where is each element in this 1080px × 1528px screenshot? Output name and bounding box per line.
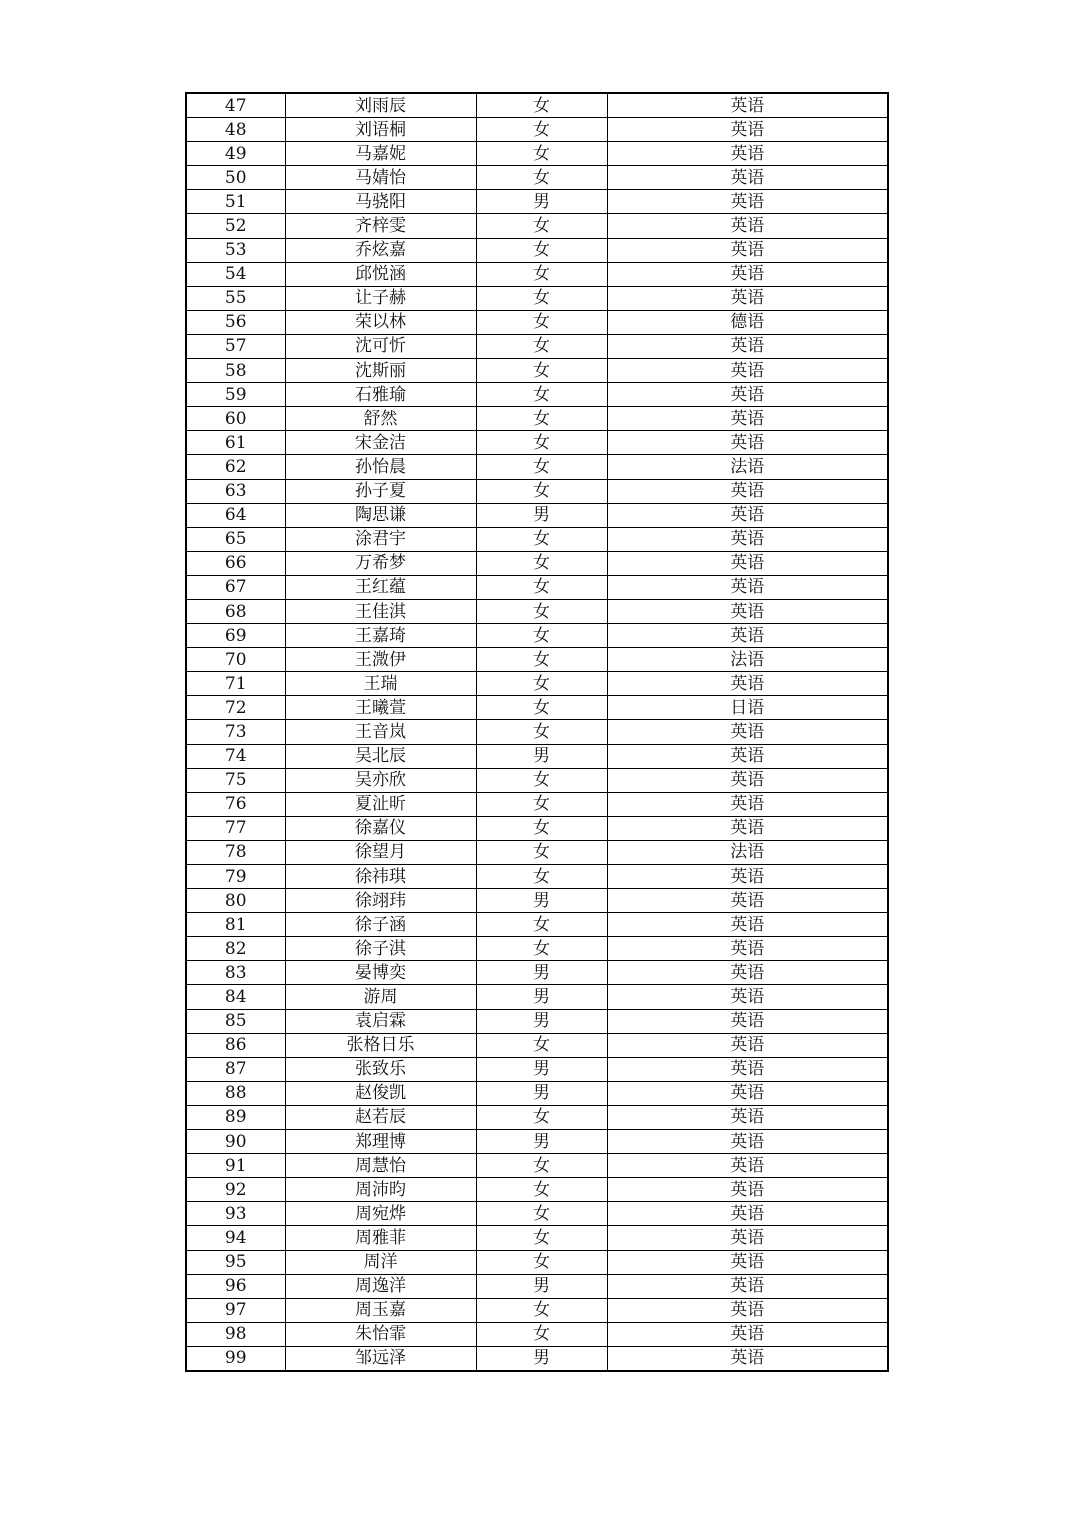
row-number-cell: 54 [186,262,285,286]
gender-cell: 女 [476,1154,607,1178]
language-cell: 英语 [607,624,888,648]
language-cell: 英语 [607,1298,888,1322]
table-row [186,1154,888,1178]
table-row [186,1130,888,1154]
language-cell: 英语 [607,865,888,889]
student-name-cell: 孙子夏 [285,479,476,503]
table-row [186,1346,888,1371]
row-number-cell: 73 [186,720,285,744]
gender-cell: 女 [476,166,607,190]
row-number-cell: 81 [186,913,285,937]
row-number-cell: 82 [186,937,285,961]
language-cell: 英语 [607,744,888,768]
language-cell: 英语 [607,1105,888,1129]
language-cell: 英语 [607,503,888,527]
gender-cell: 女 [476,142,607,166]
gender-cell: 女 [476,383,607,407]
table-row [186,672,888,696]
student-name-cell: 周宛烨 [285,1202,476,1226]
gender-cell: 女 [476,792,607,816]
language-cell: 英语 [607,913,888,937]
row-number-cell: 90 [186,1130,285,1154]
gender-cell: 女 [476,551,607,575]
table-row [186,1250,888,1274]
table-row [186,503,888,527]
row-number-cell: 76 [186,792,285,816]
student-name-cell: 涂君宇 [285,527,476,551]
language-cell: 英语 [607,383,888,407]
gender-cell: 男 [476,1274,607,1298]
student-name-cell: 陶思谦 [285,503,476,527]
language-cell: 英语 [607,166,888,190]
row-number-cell: 84 [186,985,285,1009]
gender-cell: 女 [476,1322,607,1346]
table-row [186,1298,888,1322]
language-cell: 英语 [607,238,888,262]
table-row [186,1033,888,1057]
language-cell: 英语 [607,672,888,696]
language-cell: 英语 [607,407,888,431]
row-number-cell: 87 [186,1057,285,1081]
gender-cell: 女 [476,865,607,889]
table-row [186,961,888,985]
student-name-cell: 宋金洁 [285,431,476,455]
student-table-body [186,93,888,1371]
table-row [186,913,888,937]
row-number-cell: 75 [186,768,285,792]
student-name-cell: 刘雨辰 [285,93,476,118]
student-name-cell: 万希梦 [285,551,476,575]
student-name-cell: 王红蕴 [285,575,476,599]
row-number-cell: 57 [186,334,285,358]
row-number-cell: 66 [186,551,285,575]
row-number-cell: 65 [186,527,285,551]
row-number-cell: 88 [186,1081,285,1105]
language-cell: 英语 [607,1346,888,1371]
gender-cell: 男 [476,1081,607,1105]
language-cell: 英语 [607,816,888,840]
language-cell: 英语 [607,1274,888,1298]
student-name-cell: 朱怡霏 [285,1322,476,1346]
student-name-cell: 王嘉琦 [285,624,476,648]
gender-cell: 女 [476,1105,607,1129]
gender-cell: 男 [476,1346,607,1371]
table-row [186,166,888,190]
gender-cell: 女 [476,624,607,648]
table-row [186,575,888,599]
gender-cell: 女 [476,816,607,840]
gender-cell: 女 [476,431,607,455]
gender-cell: 女 [476,648,607,672]
table-row [186,1105,888,1129]
gender-cell: 男 [476,1057,607,1081]
student-name-cell: 邱悦涵 [285,262,476,286]
row-number-cell: 50 [186,166,285,190]
gender-cell: 女 [476,118,607,142]
gender-cell: 女 [476,672,607,696]
gender-cell: 女 [476,1033,607,1057]
row-number-cell: 78 [186,840,285,864]
table-row [186,527,888,551]
language-cell: 英语 [607,1226,888,1250]
gender-cell: 男 [476,503,607,527]
gender-cell: 女 [476,238,607,262]
student-name-cell: 张致乐 [285,1057,476,1081]
table-row [186,648,888,672]
row-number-cell: 99 [186,1346,285,1371]
student-name-cell: 徐望月 [285,840,476,864]
language-cell: 日语 [607,696,888,720]
table-row [186,744,888,768]
language-cell: 英语 [607,1250,888,1274]
language-cell: 英语 [607,262,888,286]
row-number-cell: 95 [186,1250,285,1274]
table-row [186,1081,888,1105]
row-number-cell: 83 [186,961,285,985]
gender-cell: 女 [476,479,607,503]
language-cell: 英语 [607,1322,888,1346]
gender-cell: 女 [476,1178,607,1202]
student-name-cell: 吴亦欣 [285,768,476,792]
gender-cell: 女 [476,1298,607,1322]
student-name-cell: 徐子淇 [285,937,476,961]
language-cell: 英语 [607,527,888,551]
language-cell: 德语 [607,310,888,334]
gender-cell: 男 [476,744,607,768]
language-cell: 英语 [607,575,888,599]
table-row [186,1178,888,1202]
language-cell: 英语 [607,937,888,961]
row-number-cell: 59 [186,383,285,407]
student-name-cell: 邹远泽 [285,1346,476,1371]
row-number-cell: 67 [186,575,285,599]
student-name-cell: 夏沚昕 [285,792,476,816]
table-row [186,792,888,816]
row-number-cell: 77 [186,816,285,840]
gender-cell: 女 [476,1226,607,1250]
student-name-cell: 周沛昀 [285,1178,476,1202]
table-row [186,262,888,286]
gender-cell: 女 [476,359,607,383]
gender-cell: 女 [476,93,607,118]
gender-cell: 女 [476,214,607,238]
student-name-cell: 游周 [285,985,476,1009]
student-name-cell: 周雅菲 [285,1226,476,1250]
language-cell: 英语 [607,1057,888,1081]
table-row [186,479,888,503]
student-name-cell: 赵俊凯 [285,1081,476,1105]
row-number-cell: 55 [186,286,285,310]
gender-cell: 女 [476,913,607,937]
row-number-cell: 72 [186,696,285,720]
gender-cell: 男 [476,190,607,214]
gender-cell: 女 [476,262,607,286]
language-cell: 英语 [607,142,888,166]
row-number-cell: 56 [186,310,285,334]
row-number-cell: 94 [186,1226,285,1250]
row-number-cell: 51 [186,190,285,214]
student-name-cell: 袁启霖 [285,1009,476,1033]
row-number-cell: 60 [186,407,285,431]
table-row [186,624,888,648]
student-name-cell: 刘语桐 [285,118,476,142]
gender-cell: 女 [476,407,607,431]
table-row [186,1009,888,1033]
table-row [186,1322,888,1346]
student-name-cell: 荣以林 [285,310,476,334]
row-number-cell: 92 [186,1178,285,1202]
student-name-cell: 齐梓雯 [285,214,476,238]
table-row [186,310,888,334]
student-name-cell: 乔炫嘉 [285,238,476,262]
table-row [186,1202,888,1226]
row-number-cell: 79 [186,865,285,889]
row-number-cell: 96 [186,1274,285,1298]
language-cell: 法语 [607,840,888,864]
student-name-cell: 周逸洋 [285,1274,476,1298]
table-row [186,937,888,961]
language-cell: 英语 [607,961,888,985]
language-cell: 英语 [607,792,888,816]
table-row [186,407,888,431]
table-row [186,1274,888,1298]
row-number-cell: 62 [186,455,285,479]
student-name-cell: 王溦伊 [285,648,476,672]
language-cell: 英语 [607,985,888,1009]
row-number-cell: 47 [186,93,285,118]
row-number-cell: 52 [186,214,285,238]
table-row [186,1226,888,1250]
row-number-cell: 61 [186,431,285,455]
row-number-cell: 48 [186,118,285,142]
language-cell: 英语 [607,1081,888,1105]
gender-cell: 男 [476,889,607,913]
student-table [185,92,889,1372]
student-name-cell: 徐祎琪 [285,865,476,889]
gender-cell: 男 [476,985,607,1009]
student-name-cell: 晏博奕 [285,961,476,985]
language-cell: 英语 [607,118,888,142]
row-number-cell: 89 [186,1105,285,1129]
table-row [186,118,888,142]
table-row [186,720,888,744]
row-number-cell: 98 [186,1322,285,1346]
language-cell: 英语 [607,768,888,792]
student-name-cell: 沈可忻 [285,334,476,358]
student-name-cell: 王音岚 [285,720,476,744]
gender-cell: 女 [476,286,607,310]
gender-cell: 女 [476,575,607,599]
table-row [186,431,888,455]
table-row [186,599,888,623]
language-cell: 法语 [607,648,888,672]
language-cell: 英语 [607,431,888,455]
table-row [186,214,888,238]
language-cell: 英语 [607,889,888,913]
row-number-cell: 49 [186,142,285,166]
language-cell: 英语 [607,359,888,383]
table-row [186,455,888,479]
language-cell: 英语 [607,599,888,623]
language-cell: 英语 [607,1154,888,1178]
row-number-cell: 64 [186,503,285,527]
gender-cell: 女 [476,334,607,358]
table-row [186,768,888,792]
gender-cell: 女 [476,696,607,720]
gender-cell: 女 [476,310,607,334]
row-number-cell: 85 [186,1009,285,1033]
student-name-cell: 徐子涵 [285,913,476,937]
row-number-cell: 63 [186,479,285,503]
language-cell: 英语 [607,190,888,214]
student-name-cell: 王瑞 [285,672,476,696]
gender-cell: 女 [476,840,607,864]
row-number-cell: 71 [186,672,285,696]
table-row [186,190,888,214]
language-cell: 英语 [607,551,888,575]
language-cell: 法语 [607,455,888,479]
table-row [186,383,888,407]
language-cell: 英语 [607,93,888,118]
gender-cell: 女 [476,599,607,623]
table-row [186,985,888,1009]
student-name-cell: 郑理博 [285,1130,476,1154]
language-cell: 英语 [607,720,888,744]
table-row [186,816,888,840]
table-row [186,840,888,864]
table-row [186,1057,888,1081]
row-number-cell: 91 [186,1154,285,1178]
student-name-cell: 沈斯丽 [285,359,476,383]
row-number-cell: 70 [186,648,285,672]
student-name-cell: 徐翊玮 [285,889,476,913]
student-name-cell: 周玉嘉 [285,1298,476,1322]
language-cell: 英语 [607,1202,888,1226]
student-table-container [185,92,889,1372]
table-row [186,93,888,118]
student-name-cell: 舒然 [285,407,476,431]
gender-cell: 男 [476,1130,607,1154]
gender-cell: 男 [476,961,607,985]
student-name-cell: 马嘉妮 [285,142,476,166]
language-cell: 英语 [607,286,888,310]
row-number-cell: 53 [186,238,285,262]
gender-cell: 女 [476,455,607,479]
row-number-cell: 97 [186,1298,285,1322]
student-name-cell: 让子赫 [285,286,476,310]
row-number-cell: 93 [186,1202,285,1226]
language-cell: 英语 [607,1009,888,1033]
language-cell: 英语 [607,334,888,358]
student-name-cell: 张格日乐 [285,1033,476,1057]
language-cell: 英语 [607,1033,888,1057]
table-row [186,334,888,358]
student-name-cell: 赵若辰 [285,1105,476,1129]
language-cell: 英语 [607,1130,888,1154]
student-name-cell: 王佳淇 [285,599,476,623]
row-number-cell: 80 [186,889,285,913]
row-number-cell: 69 [186,624,285,648]
table-row [186,238,888,262]
gender-cell: 女 [476,768,607,792]
row-number-cell: 58 [186,359,285,383]
student-name-cell: 孙怡晨 [285,455,476,479]
table-row [186,142,888,166]
table-row [186,551,888,575]
gender-cell: 女 [476,527,607,551]
table-row [186,889,888,913]
gender-cell: 男 [476,1009,607,1033]
gender-cell: 女 [476,937,607,961]
student-name-cell: 徐嘉仪 [285,816,476,840]
gender-cell: 女 [476,1202,607,1226]
language-cell: 英语 [607,1178,888,1202]
gender-cell: 女 [476,720,607,744]
table-row [186,865,888,889]
student-name-cell: 王曦萱 [285,696,476,720]
row-number-cell: 74 [186,744,285,768]
student-name-cell: 周洋 [285,1250,476,1274]
language-cell: 英语 [607,214,888,238]
student-name-cell: 马婧怡 [285,166,476,190]
table-row [186,359,888,383]
student-name-cell: 周慧怡 [285,1154,476,1178]
student-name-cell: 石雅瑜 [285,383,476,407]
table-row [186,286,888,310]
student-name-cell: 吴北辰 [285,744,476,768]
student-name-cell: 马骁阳 [285,190,476,214]
gender-cell: 女 [476,1250,607,1274]
row-number-cell: 68 [186,599,285,623]
language-cell: 英语 [607,479,888,503]
table-row [186,696,888,720]
row-number-cell: 86 [186,1033,285,1057]
